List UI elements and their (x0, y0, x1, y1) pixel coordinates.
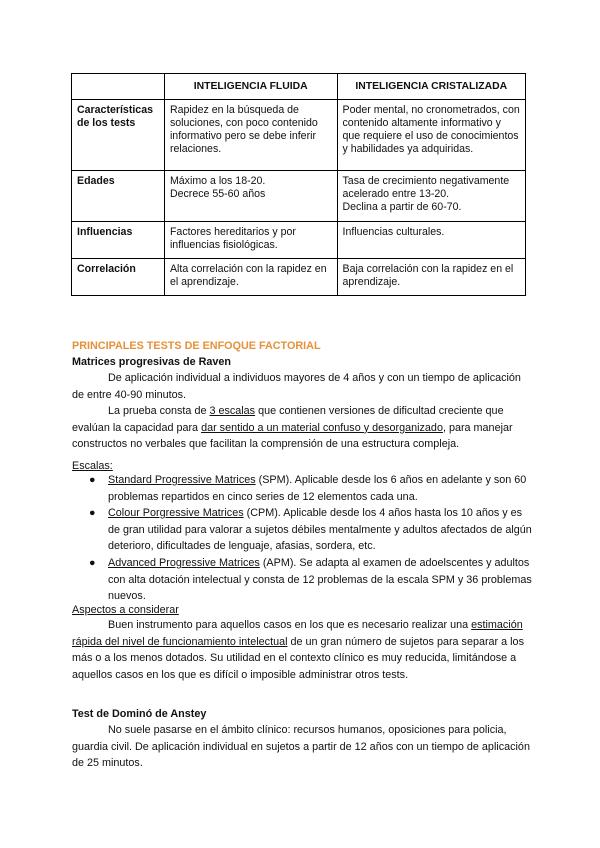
row-label: Edades (72, 171, 165, 222)
row-label: Correlación (72, 259, 165, 296)
cell-fluida: Factores hereditarios y por influencias fisiológicas. (164, 222, 337, 259)
underlined-phrase: estimación rápida del nivel de funcionamiento intelectual (72, 619, 523, 648)
underlined-phrase: dar sentido a un material confuso y desorganizado (201, 421, 443, 434)
table-header-row (72, 74, 526, 100)
cell-fluida: Rapidez en la búsqueda de soluciones, con poco contenido informativo pero se debe inferir relaciones. (164, 100, 337, 171)
bullet-icon: ● (89, 474, 96, 486)
scale-name: Standard Progressive Matrices (108, 474, 256, 486)
cell-fluida: Alta correlación con la rapidez en el aprendizaje. (164, 259, 337, 296)
cell-fluida: Máximo a los 18-20. Decrece 55-60 años (164, 171, 337, 222)
domino-title: Test de Dominó de Anstey (72, 708, 207, 720)
bullet-icon: ● (89, 556, 96, 569)
link-3-escalas: 3 escalas (209, 405, 256, 417)
cell-cristalizada: Influencias culturales. (337, 222, 526, 259)
table-header-fluida: INTELIGENCIA FLUIDA (164, 74, 337, 100)
table-row (72, 259, 526, 296)
table-row (72, 100, 526, 171)
list-item: ● Colour Porgressive Matrices (CPM). Aplicable desde los 4 años hasta los 10 años y es de gran utilidad para valorar a sujetos débiles mentalmente y adultos afectados de algún deterioro, dificultades de lenguaje, afasias, sordera, etc. (89, 507, 532, 553)
cell-cristalizada: Tasa de crecimiento negativamente acelerado entre 13-20. Declina a partir de 60-70. (337, 171, 526, 222)
table-row (72, 171, 526, 222)
table-row (72, 222, 526, 259)
list-item: ● Advanced Progressive Matrices (APM). Se adapta al examen de adoelscentes y adultos con alta dotación intelectual y consta de 12 problemas de la escala SPM y 36 problemas nuevos. (89, 556, 532, 603)
table-header-empty (72, 74, 165, 100)
scales-list (72, 472, 532, 605)
raven-paragraph-1: De aplicación individual a individuos mayores de 4 años y con un tiempo de aplicación de entre 40-90 minutos. (72, 372, 521, 401)
row-label: Influencias (72, 222, 165, 259)
section-title: PRINCIPALES TESTS DE ENFOQUE FACTORIAL (72, 340, 321, 352)
cell-cristalizada: Poder mental, no cronometrados, con contenido altamente informativo y que requiere el uso de conocimientos y habilidades ya adquiridas. (337, 100, 526, 171)
raven-paragraph-3: Buen instrumento para aquellos casos en los que es necesario realizar una estimación rápida del nivel de funcionamiento intelectual de un gran número de sujetos para separar a los más o a los menos dotados. Su utilidad en el contexto clínico es muy reducida, limitándose a aquellos casos en los que es difícil o imposible administrar otros tests. (72, 619, 524, 681)
bullet-icon: ● (89, 507, 96, 520)
raven-title: Matrices progresivas de Raven (72, 356, 232, 368)
scale-name: Colour Porgressive Matrices (108, 507, 244, 520)
scale-name: Advanced Progressive Matrices (108, 556, 260, 569)
raven-paragraph-2: La prueba consta de 3 escalas que contienen versiones de dificultad creciente que evalúan la capacidad para dar sentido a un material confuso y desorganizado, para manejar constructos no verbales que facilitan la comprensión de una estructura compleja. (72, 405, 513, 451)
scales-heading: Escalas: (72, 460, 113, 472)
table-header-cristalizada: INTELIGENCIA CRISTALIZADA (337, 74, 526, 100)
list-item: ● Standard Progressive Matrices (SPM). Aplicable desde los 6 años en adelante y son 60 problemas repartidos en cinco series de 12 elementos cada una. (89, 474, 527, 503)
cell-cristalizada: Baja correlación con la rapidez en el aprendizaje. (337, 259, 526, 296)
domino-paragraph: No suele pasarse en el ámbito clínico: recursos humanos, oposiciones para policia, guardia civil. De aplicación individual en sujetos a partir de 12 años con un tiempo de aplicación de 25 minutos. (72, 724, 530, 770)
aspects-heading: Aspectos a considerar (72, 604, 179, 616)
row-label: Características de los tests (72, 100, 165, 171)
comparison-table (71, 73, 526, 296)
